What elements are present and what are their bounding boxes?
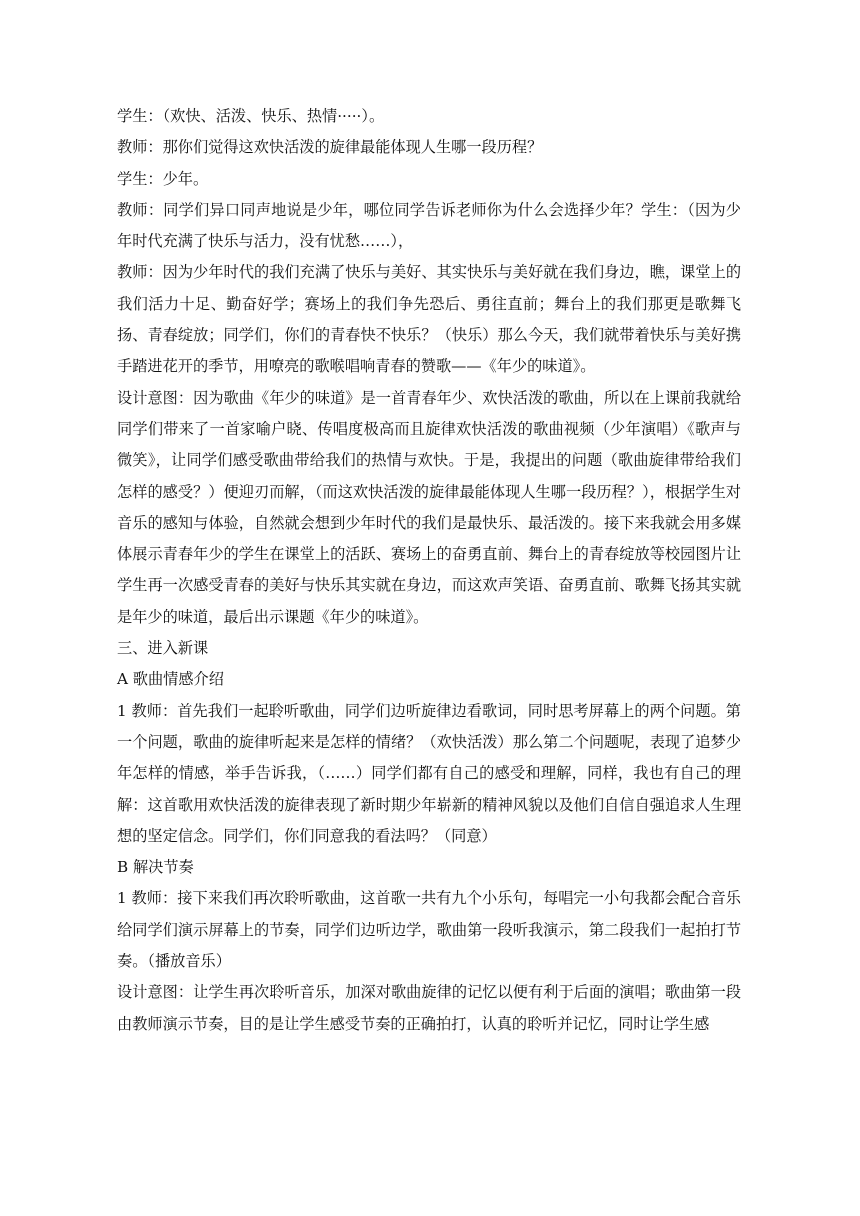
subsection-heading-a: A 歌曲情感介绍 [117, 670, 224, 689]
dialogue-teacher-intro: 教师：因为少年时代的我们充满了快乐与美好、其实快乐与美好就在我们身边，瞧，课堂上的我们活力十足、勤奋好学；赛场上的我们争先恐后、勇往直前；舞台上的我们那更是歌舞飞扬、青春绽放；同学们，你们的青春快不快乐？（快乐）那么今天，我们就带着快乐与美好携手踏进花开的季节，用嘹亮的歌喉唱响青春的赞歌——《年少的味道》。 [117, 263, 741, 376]
teacher-step-a1: 1 教师：首先我们一起聆听歌曲，同学们边听旋律边看歌词，同时思考屏幕上的两个问题。第一个问题，歌曲的旋律听起来是怎样的情绪？（欢快活泼）那么第二个问题呢，表现了追梦少年怎样的情感，举手告诉我，（……）同学们都有自己的感受和理解，同样，我也有自己的理解：这首歌用欢快活泼的旋律表现了新时期少年崭新的精神风貌以及他们自信自强追求人生理想的坚定信念。同学们，你们同意我的看法吗？（同意） [117, 701, 741, 845]
dialogue-teacher-question-2: 教师：同学们异口同声地说是少年，哪位同学告诉老师你为什么会选择少年？学生：（因为少年时代充满了快乐与活力，没有忧愁……）， [117, 200, 741, 251]
dialogue-student-answer-1: 学生：（欢快、活泼、快乐、热情·····）。 [117, 107, 385, 125]
design-intent-paragraph-1: 设计意图：因为歌曲《年少的味道》是一首青春年少、欢快活泼的歌曲，所以在上课前我就给同学们带来了一首家喻户晓、传唱度极高而且旋律欢快活泼的歌曲视频（少年演唱）《歌声与微笑》，让同学们感受歌曲带给我们的热情与欢快。于是，我提出的问题（歌曲旋律带给我们怎样的感受？）便迎刃而解，（而这欢快活泼的旋律最能体现人生哪一段历程？），根据学生对音乐的感知与体验，自然就会想到少年时代的我们是最快乐、最活泼的。接下来我就会用多媒体展示青春年少的学生在课堂上的活跃、赛场上的奋勇直前、舞台上的青春绽放等校园图片让学生再一次感受青春的美好与快乐其实就在身边，而这欢声笑语、奋勇直前、歌舞飞扬其实就是年少的味道，最后出示课题《年少的味道》。 [117, 388, 741, 626]
section-heading-new-lesson: 三、进入新课 [117, 639, 209, 658]
subsection-heading-b: B 解决节奏 [117, 858, 194, 877]
document-body [117, 101, 741, 1040]
dialogue-teacher-question-1: 教师：那你们觉得这欢快活泼的旋律最能体现人生哪一段历程？ [117, 138, 543, 157]
teacher-step-b1: 1 教师：接下来我们再次聆听歌曲，这首歌一共有九个小乐句，每唱完一小句我都会配合音乐给同学们演示屏幕上的节奏，同学们边听边学，歌曲第一段听我演示，第二段我们一起拍打节奏。（播放音乐） [117, 889, 741, 971]
design-intent-paragraph-2: 设计意图：让学生再次聆听音乐，加深对歌曲旋律的记忆以便有利于后面的演唱；歌曲第一段由教师演示节奏，目的是让学生感受节奏的正确拍打，认真的聆听并记忆，同时让学生感 [117, 983, 741, 1033]
dialogue-student-answer-2: 学生：少年。 [117, 169, 209, 188]
